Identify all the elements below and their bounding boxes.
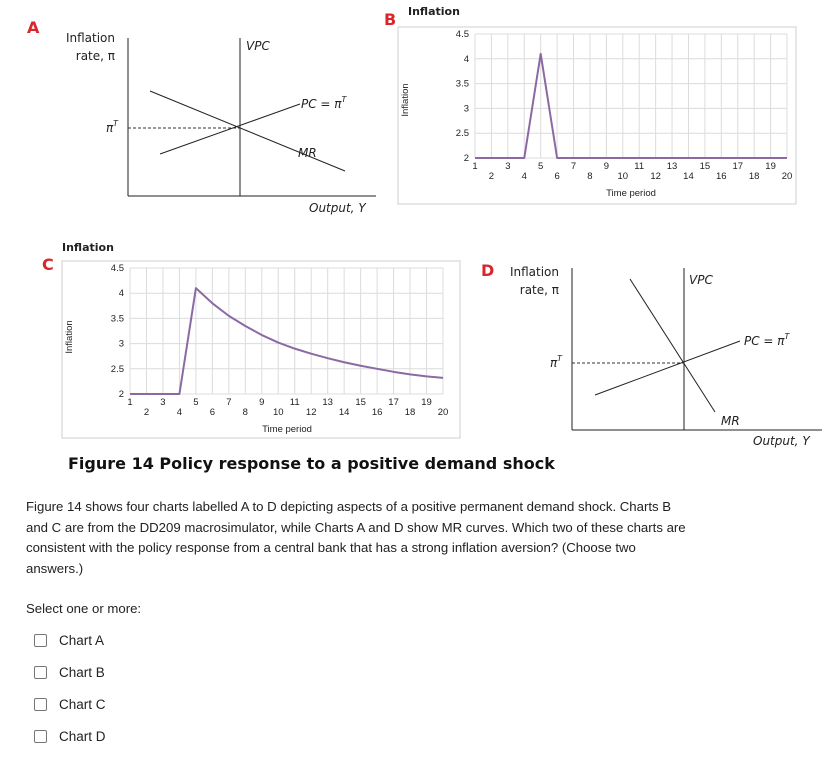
chart-b-x-tick: 17 bbox=[732, 161, 744, 172]
checkbox-chart-d[interactable] bbox=[34, 730, 47, 743]
chart-a-y-label-line1: Inflation bbox=[65, 31, 115, 45]
checkbox-chart-a[interactable] bbox=[34, 634, 47, 647]
option-label: Chart B bbox=[59, 664, 105, 680]
option-chart-b[interactable] bbox=[34, 656, 106, 688]
chart-b-y-tick: 3.5 bbox=[455, 78, 469, 90]
chart-b-x-tick: 12 bbox=[650, 171, 661, 182]
chart-c-x-tick: 1 bbox=[127, 397, 133, 408]
chart-c-x-tick: 2 bbox=[143, 407, 150, 418]
chart-b-x-tick: 13 bbox=[666, 161, 678, 172]
chart-b-x-tick: 10 bbox=[617, 171, 629, 182]
chart-b-x-tick: 14 bbox=[683, 171, 694, 182]
chart-c-x-tick: 12 bbox=[305, 407, 317, 418]
chart-a-letter: A bbox=[27, 18, 40, 37]
chart-c-title: Inflation bbox=[62, 241, 114, 254]
option-chart-a[interactable] bbox=[34, 624, 106, 656]
chart-c-x-tick: 10 bbox=[272, 407, 284, 418]
chart-c-plot bbox=[111, 263, 449, 418]
chart-b-y-tick: 3 bbox=[463, 103, 469, 115]
chart-c-x-tick: 4 bbox=[176, 407, 183, 418]
chart-c-x-label: Time period bbox=[262, 424, 312, 435]
chart-c-y-tick: 4 bbox=[118, 288, 124, 300]
chart-b-y-tick: 4.5 bbox=[455, 29, 469, 40]
chart-b-y-tick: 2 bbox=[463, 153, 469, 164]
answer-options bbox=[34, 624, 106, 752]
option-chart-d[interactable] bbox=[34, 720, 106, 752]
chart-d-x-label: Output, Y bbox=[753, 434, 810, 448]
chart-b-letter: B bbox=[384, 10, 397, 29]
chart-b-frame bbox=[398, 27, 796, 204]
chart-b-x-tick: 15 bbox=[699, 161, 711, 172]
chart-b-y-label: Inflation bbox=[400, 83, 411, 117]
chart-c-series-line bbox=[130, 288, 443, 394]
chart-d bbox=[481, 261, 822, 448]
chart-b-title: Inflation bbox=[408, 5, 460, 18]
chart-d-letter: D bbox=[481, 261, 495, 280]
chart-b-series-line bbox=[475, 54, 787, 158]
select-instruction: Select one or more: bbox=[26, 601, 142, 616]
chart-c-y-tick: 3.5 bbox=[110, 313, 124, 325]
chart-b-y-tick: 4 bbox=[463, 53, 469, 65]
chart-b-y-tick: 2.5 bbox=[455, 128, 469, 140]
chart-c-y-tick: 2 bbox=[118, 389, 124, 400]
chart-d-mr-label: MR bbox=[721, 414, 740, 428]
option-label: Chart A bbox=[59, 632, 105, 648]
chart-c-x-tick: 7 bbox=[226, 397, 232, 408]
chart-b-x-tick: 4 bbox=[521, 171, 527, 182]
chart-a-target-label: $\pi^T$ bbox=[105, 119, 119, 135]
chart-c-y-label: Inflation bbox=[64, 320, 75, 354]
chart-d-vpc-label: VPC bbox=[689, 273, 713, 287]
chart-b-x-tick: 6 bbox=[554, 171, 560, 182]
option-label: Chart D bbox=[59, 728, 106, 744]
chart-b-x-tick: 7 bbox=[570, 161, 577, 172]
chart-d-y-label-line2: rate, π bbox=[519, 283, 559, 297]
chart-a-y-label-line2: rate, π bbox=[75, 49, 115, 63]
chart-c-letter: C bbox=[42, 255, 54, 274]
chart-c-x-tick: 19 bbox=[421, 397, 432, 408]
chart-d-mr-line bbox=[630, 279, 715, 412]
option-label: Chart C bbox=[59, 696, 106, 712]
chart-d-pc-line bbox=[595, 341, 740, 395]
chart-c-x-tick: 8 bbox=[242, 407, 248, 418]
chart-c-x-tick: 5 bbox=[193, 397, 199, 408]
chart-d-pc-label: PC = $\pi^T$ bbox=[744, 332, 790, 348]
chart-c-x-tick: 3 bbox=[160, 397, 166, 408]
chart-a bbox=[27, 18, 376, 215]
chart-c-x-tick: 15 bbox=[355, 397, 366, 408]
chart-b-x-tick: 9 bbox=[603, 161, 610, 172]
chart-b-x-tick: 1 bbox=[472, 161, 478, 172]
chart-c-y-tick: 2.5 bbox=[110, 363, 124, 375]
chart-d-target-label: $\pi^T$ bbox=[549, 354, 563, 370]
chart-c-x-tick: 11 bbox=[289, 397, 300, 408]
chart-c-y-tick: 4.5 bbox=[110, 263, 124, 274]
option-chart-c[interactable] bbox=[34, 688, 106, 720]
chart-c-x-tick: 13 bbox=[322, 397, 333, 408]
chart-c-x-tick: 14 bbox=[338, 407, 350, 418]
checkbox-chart-c[interactable] bbox=[34, 698, 47, 711]
chart-b-x-tick: 3 bbox=[505, 161, 511, 172]
chart-c-x-tick: 20 bbox=[437, 407, 449, 418]
chart-a-pc-line bbox=[160, 104, 300, 154]
chart-d-y-label-line1: Inflation bbox=[509, 265, 559, 279]
chart-c-x-tick: 6 bbox=[209, 407, 216, 418]
figure-title: Figure 14 Policy response to a positive demand shock bbox=[68, 454, 555, 473]
chart-b-x-tick: 11 bbox=[634, 161, 645, 172]
question-text: Figure 14 shows four charts labelled A to D depicting aspects of a positive permanent demand shock. Charts B and C are from the DD209 macrosimulator, while Charts A and D show MR curves. Which two of these charts are consistent with the policy response from a central bank that has a strong inflation aversion? (Choose two answers.) bbox=[26, 499, 686, 576]
checkbox-chart-b[interactable] bbox=[34, 666, 47, 679]
chart-c-y-tick: 3 bbox=[118, 338, 124, 350]
chart-b-x-tick: 20 bbox=[781, 171, 793, 182]
chart-a-vpc-label: VPC bbox=[246, 39, 270, 53]
chart-b-x-label: Time period bbox=[606, 188, 656, 199]
chart-b-x-tick: 18 bbox=[748, 171, 760, 182]
chart-a-mr-label: MR bbox=[298, 146, 317, 160]
chart-c-x-tick: 9 bbox=[259, 397, 265, 408]
chart-b-x-tick: 2 bbox=[488, 171, 495, 182]
chart-c-x-tick: 17 bbox=[388, 397, 399, 408]
chart-b-x-tick: 8 bbox=[587, 171, 593, 182]
chart-b-x-tick: 19 bbox=[765, 161, 776, 172]
chart-c-x-tick: 16 bbox=[371, 407, 383, 418]
chart-b-x-tick: 16 bbox=[716, 171, 727, 182]
chart-a-pc-label: PC = $\pi^T$ bbox=[301, 95, 347, 111]
chart-b bbox=[384, 5, 796, 204]
chart-b-plot bbox=[456, 29, 793, 182]
chart-a-x-label: Output, Y bbox=[309, 201, 366, 215]
chart-c bbox=[42, 241, 460, 438]
chart-b-x-tick: 5 bbox=[538, 161, 544, 172]
chart-c-x-tick: 18 bbox=[404, 407, 416, 418]
